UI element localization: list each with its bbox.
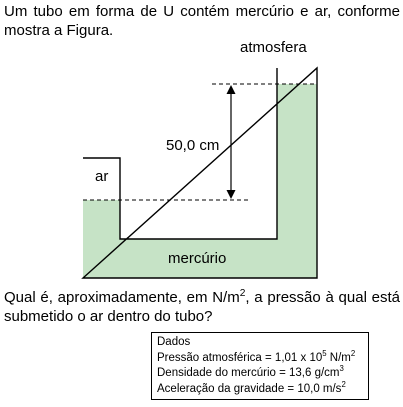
height-arrow-head-down [227,190,236,199]
data-atmospheric-pressure-exp: 5 [322,348,327,358]
mercury-fill [83,84,317,278]
height-arrow-head-up [227,85,236,94]
question-part-before: Qual é, aproximadamente, em N/m [4,289,240,306]
question-sup: 2 [239,288,246,299]
height-label: 50,0 cm [166,137,220,154]
data-mercury-density-text: Densidade do mercúrio = 13,6 g/cm [157,367,340,379]
data-gravity-text: Aceleração da gravidade = 10,0 m/s [157,382,342,395]
data-box [151,332,369,400]
data-atmospheric-pressure-unit-exp: 2 [350,348,356,358]
question-part-after: , a pressão à qual está submetido o ar dentro do tubo? [4,289,401,325]
atmosphere-label: atmosfera [240,39,307,56]
mercury-label: mercúrio [168,250,227,267]
data-mercury-density [157,366,363,382]
data-box-title: Dados [157,336,191,348]
data-mercury-density-exp: 3 [339,364,344,374]
air-label: ar [95,168,109,185]
data-gravity-exp: 2 [341,379,346,389]
question-text [4,288,400,326]
data-atmospheric-pressure-text: Pressão atmosférica = 1,01 x 10 [157,351,323,364]
data-gravity [157,379,363,398]
intro-text: Um tubo em forma de U contém mercúrio e ar, conforme mostra a Figura. [4,3,400,39]
data-atmospheric-pressure-unit: N/m [326,351,351,364]
data-atmospheric-pressure [157,348,363,367]
